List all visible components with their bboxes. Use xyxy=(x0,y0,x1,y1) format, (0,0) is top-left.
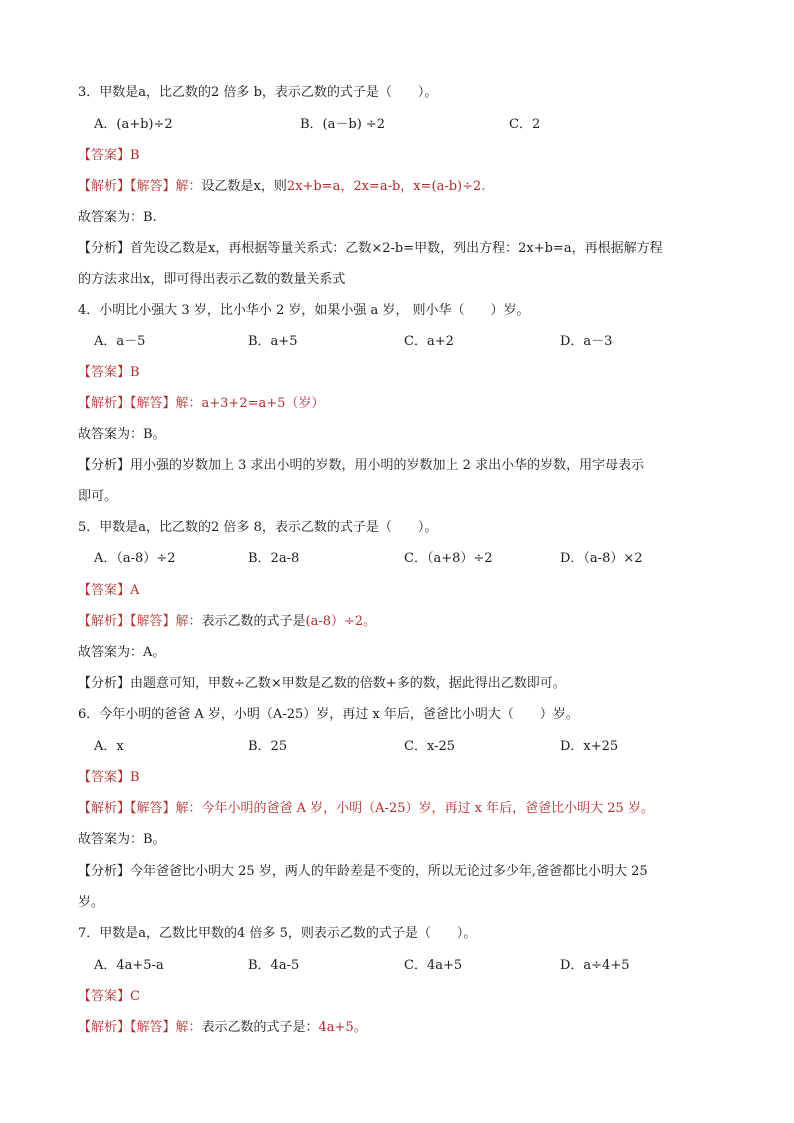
option-a: A．（a-8）÷2 xyxy=(94,551,176,566)
option-b: B．25 xyxy=(248,739,288,754)
fenxi-line-2: 岁。 xyxy=(78,895,105,910)
option-a: A．x xyxy=(94,739,124,754)
option-c: C．a+2 xyxy=(404,334,454,349)
option-c: C．（a+8）÷2 xyxy=(404,551,493,566)
fenxi-line-2: 即可。 xyxy=(78,489,118,504)
conclusion-line: 故答案为：B. xyxy=(78,210,157,225)
option-b: B．4a-5 xyxy=(248,958,300,973)
answer-line: 【答案】A xyxy=(78,583,140,598)
option-b: B．(a－b) ÷2 xyxy=(300,117,386,132)
question-stem: 4．小明比小强大 3 岁，比小华小 2 岁，如果小强 a 岁， 则小华（ ）岁。 xyxy=(78,303,530,318)
fenxi-line: 【分析】今年爸爸比小明大 25 岁，两人的年龄差是不变的，所以无论过多少年,爸爸都比小明大 25 xyxy=(78,864,648,879)
option-c: C．2 xyxy=(509,117,541,132)
option-b: B．2a-8 xyxy=(248,551,300,566)
answer-line: 【答案】B xyxy=(78,365,140,380)
conclusion-line: 故答案为：B。 xyxy=(78,427,166,442)
conclusion-line: 故答案为：B。 xyxy=(78,832,166,847)
answer-line: 【答案】C xyxy=(78,989,140,1004)
option-d: D．a÷4+5 xyxy=(560,958,630,973)
option-d: D．（a-8）×2 xyxy=(560,551,643,566)
question-stem: 7．甲数是a，乙数比甲数的4 倍多 5，则表示乙数的式子是（ ）。 xyxy=(78,926,477,941)
answer-line: 【答案】B xyxy=(78,770,140,785)
analysis-line: 【解析】【解答】解：a+3+2=a+5（岁） xyxy=(78,396,325,411)
question-stem: 6．今年小明的爸爸 A 岁，小明（A-25）岁，再过 x 年后，爸爸比小明大（ ）岁。 xyxy=(78,707,579,722)
answer-line: 【答案】B xyxy=(78,148,140,163)
analysis-line: 【解析】【解答】解：今年小明的爸爸 A 岁，小明（A-25）岁，再过 x 年后，爸爸比小明大 25 岁。 xyxy=(78,801,654,816)
conclusion-line: 故答案为：A。 xyxy=(78,645,166,660)
option-c: C．4a+5 xyxy=(404,958,463,973)
question-stem: 3．甲数是a，比乙数的2 倍多 b，表示乙数的式子是（ ）。 xyxy=(78,85,438,100)
analysis-line: 【解析】【解答】解：设乙数是x，则2x+b=a，2x=a-b，x=(a-b)÷2. xyxy=(78,179,486,194)
question-stem: 5．甲数是a，比乙数的2 倍多 8，表示乙数的式子是（ ）。 xyxy=(78,520,438,535)
option-d: D．x+25 xyxy=(560,739,619,754)
analysis-line: 【解析】【解答】解：表示乙数的式子是：4a+5。 xyxy=(78,1020,367,1035)
option-c: C．x-25 xyxy=(404,739,455,754)
option-a: A．(a+b)÷2 xyxy=(94,117,173,132)
option-a: A．a－5 xyxy=(94,334,146,349)
fenxi-line-2: 的方法求出x，即可得出表示乙数的数量关系式 xyxy=(78,272,346,287)
analysis-line: 【解析】【解答】解：表示乙数的式子是(a-8）÷2。 xyxy=(78,614,377,629)
option-a: A．4a+5-a xyxy=(94,958,164,973)
option-b: B．a+5 xyxy=(248,334,298,349)
option-d: D．a－3 xyxy=(560,334,613,349)
fenxi-line: 【分析】首先设乙数是x，再根据等量关系式：乙数×2-b=甲数，列出方程：2x+b=a，再根据解方程 xyxy=(78,241,663,256)
fenxi-line: 【分析】由题意可知，甲数÷乙数×甲数是乙数的倍数+多的数，据此得出乙数即可。 xyxy=(78,676,566,691)
fenxi-line: 【分析】用小强的岁数加上 3 求出小明的岁数，用小明的岁数加上 2 求出小华的岁数，用字母表示 xyxy=(78,458,645,473)
